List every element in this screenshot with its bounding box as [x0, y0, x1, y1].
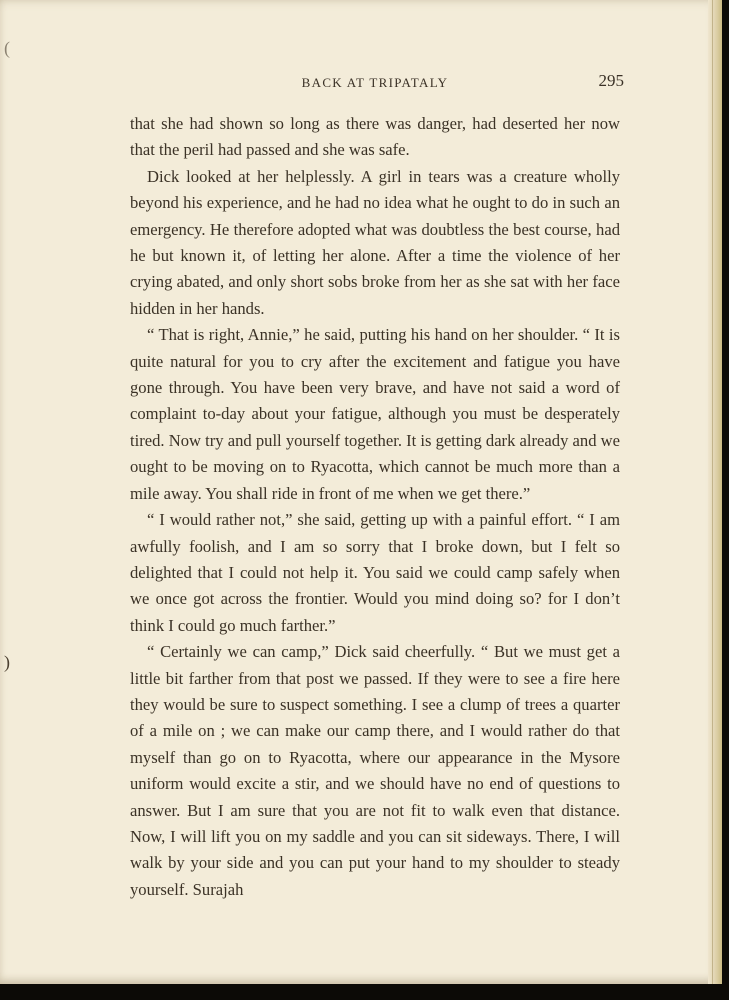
paragraph: “ I would rather not,” she said, getting up with a painful effort. “ I am awfully foolish, and I am so sorry that I broke down, but I felt so delighted that I could not help it. You said we could camp safely when we once got across the frontier. Would you mind doing so? for I don’t think I could go much farther.” — [130, 510, 620, 635]
running-head — [130, 71, 624, 95]
margin-mark-top: ( — [4, 38, 10, 58]
paragraph: “ That is right, Annie,” he said, putting his hand on her shoulder. “ It is quite natural for you to cry after the excitement and fatigue you have gone through. You have been very brave, and have not said a word of complaint to-day about your fatigue, although you must be desperately tired. Now try and pull yourself together. It is getting dark already and we ought to be moving on to Ryacotta, which cannot be much more than a mile away. You shall ride in front of me when we get there.” — [130, 325, 620, 503]
scan-bottom-edge — [0, 984, 729, 1000]
running-title: BACK AT TRIPATALY — [301, 75, 449, 90]
margin-mark-middle: ) — [4, 652, 10, 672]
page-number: 295 — [598, 71, 624, 90]
paragraph: “ Certainly we can camp,” Dick said cheerfully. “ But we must get a little bit farther from that post we passed. If they were to see a fire here they would be sure to suspect something. I see a clump of trees a quarter of a mile on ; we can make our camp there, and I would rather do that myself than go on to Ryacotta, where our appearance in the Mysore uniform would excite a stir, and we should have no end of questions to answer. But I am sure that you are not fit to walk even that distance. Now, I will lift you on my saddle and you can sit sideways. There, I will walk by your side and you can put your hand to my shoulder to steady yourself. Surajah — [130, 642, 620, 899]
paragraph: Dick looked at her helplessly. A girl in tears was a creature wholly beyond his experience, and he had no idea what he ought to do in such an emergency. He therefore adopted what was doubtless the best course, had he but known it, of letting her alone. After a time the violence of her crying abated, and only short sobs broke from her as she sat with her face hidden in her hands. — [130, 166, 620, 318]
page-edge — [708, 0, 722, 984]
paragraph-continued: that she had shown so long as there was danger, had deserted her now that the peril had passed and she was safe. — [130, 114, 620, 160]
body-text — [130, 111, 620, 903]
